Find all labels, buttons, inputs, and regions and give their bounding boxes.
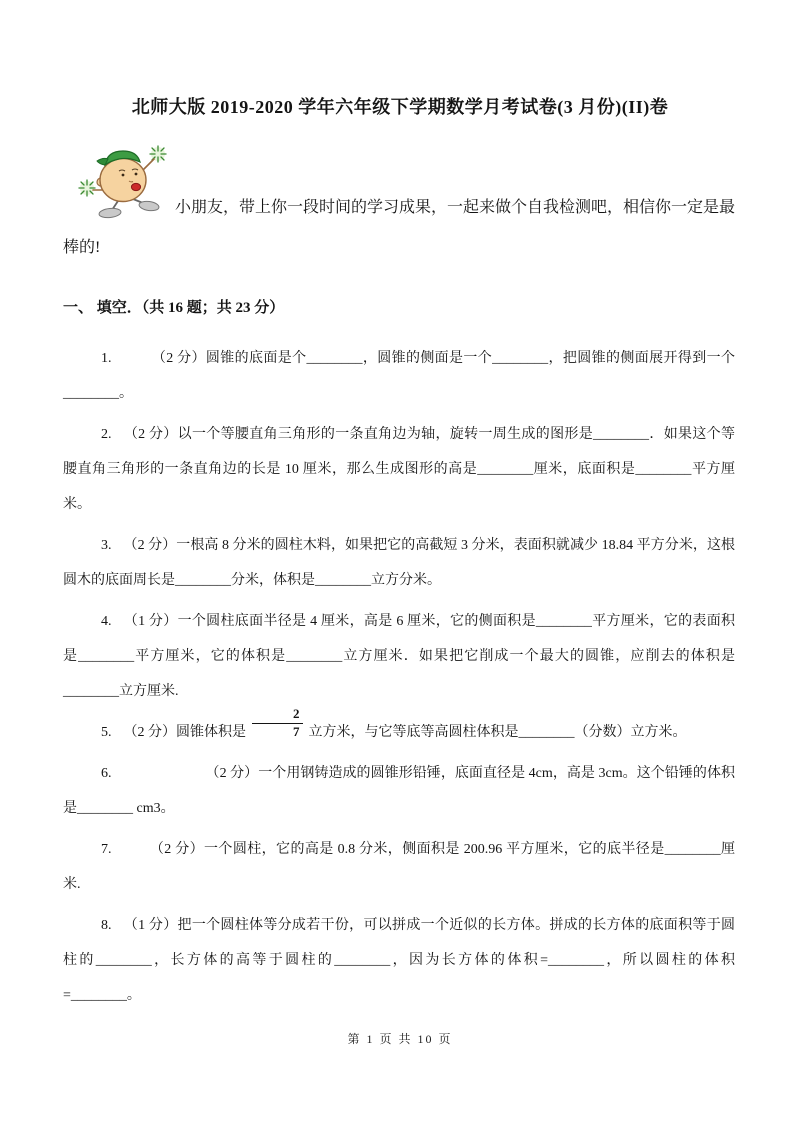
mascot-head xyxy=(100,159,146,202)
question-6 xyxy=(63,756,735,826)
page-footer: 第 1 页 共 10 页 xyxy=(347,1032,453,1046)
question-5 xyxy=(63,706,735,750)
question-score: （2 分） xyxy=(123,725,176,740)
question-number: 7. xyxy=(101,842,112,857)
fraction-two-sevenths xyxy=(252,707,303,740)
question-number: 2. xyxy=(101,427,112,442)
question-4 xyxy=(63,604,735,709)
question-score: （1 分） xyxy=(123,918,178,933)
question-text: 一根高 8 分米的圆柱木料，如果把它的高截短 3 分米，表面积就减少 18.84 平方分米，这根圆木的底面周长是________分米，体积是________立方分米。 xyxy=(63,538,736,588)
question-text: 一个用钢铸造成的圆锥形铅锤，底面直径是 4cm，高是 3cm。这个铅锤的体积是________ cm3。 xyxy=(63,766,735,816)
question-gap xyxy=(112,852,150,853)
question-number: 5. xyxy=(101,725,112,740)
question-7 xyxy=(63,832,735,902)
question-gap xyxy=(112,776,206,777)
question-score: （2 分） xyxy=(205,766,259,781)
question-number: 8. xyxy=(101,918,112,933)
question-text: 一个圆柱底面半径是 4 厘米，高是 6 厘米，它的侧面积是________平方厘米，它的表面积是________平方厘米，它的体积是________立方厘米．如果把它削成一个最大的圆锥，应削去的体积是________立方厘米. xyxy=(63,614,736,699)
question-8 xyxy=(63,908,735,1013)
question-1 xyxy=(63,341,735,411)
questions-section xyxy=(0,341,800,1013)
section-heading-fill-in-blanks: 一、 填空．（共 16 题；共 23 分） xyxy=(63,300,285,316)
question-gap xyxy=(112,624,124,625)
fraction-numerator: 2 xyxy=(252,707,303,724)
pompom-left-icon xyxy=(79,180,95,196)
question-text: 一个圆柱，它的高是 0.8 分米，侧面积是 200.96 平方厘米，它的底半径是________厘米. xyxy=(63,842,736,892)
mascot-boy-illustration xyxy=(77,140,175,220)
question-2 xyxy=(63,417,735,522)
question-gap xyxy=(112,735,124,736)
question-score: （2 分） xyxy=(149,842,205,857)
question-text: 圆锥的底面是个________，圆锥的侧面是一个________，把圆锥的侧面展开得到一个________。 xyxy=(63,351,736,401)
question-text: 把一个圆柱体等分成若干份，可以拼成一个近似的长方体。拼成的长方体的底面积等于圆柱的________，长方体的高等于圆柱的________，因为长方体的体积=________，所以圆柱的体积=________。 xyxy=(63,918,736,1003)
question-gap xyxy=(112,548,124,549)
question-gap xyxy=(112,361,152,362)
question-score: （1 分） xyxy=(123,614,178,629)
question-gap xyxy=(112,928,124,929)
intro-text: 小朋友，带上你一段时间的学习成果，一起来做个自我检测吧，相信你一定是最棒的! xyxy=(63,199,736,256)
question-number: 6. xyxy=(101,766,112,781)
question-text-before-fraction: 圆锥体积是 xyxy=(176,725,246,740)
question-score: （2 分） xyxy=(123,538,177,553)
question-score: （2 分） xyxy=(123,427,178,442)
question-text-after-fraction: 立方米，与它等底等高圆柱体积是________（分数）立方米。 xyxy=(308,725,687,740)
question-number: 3. xyxy=(101,538,112,553)
question-gap xyxy=(112,437,124,438)
fraction-denominator: 7 xyxy=(293,724,300,740)
question-text: 以一个等腰直角三角形的一条直角边为轴，旋转一周生成的图形是________．如果这个等腰直角三角形的一条直角边的长是 10 厘米，那么生成图形的高是________厘米，底面积是________平方厘米。 xyxy=(63,427,735,512)
intro-block xyxy=(63,140,735,268)
mascot-shoe-right xyxy=(138,200,159,212)
question-3 xyxy=(63,528,735,598)
question-score: （2 分） xyxy=(151,351,206,366)
question-number: 1. xyxy=(101,351,112,366)
question-number: 4. xyxy=(101,614,112,629)
mascot-shoe-left xyxy=(99,207,122,218)
document-title: 北师大版 2019-2020 学年六年级下学期数学月考试卷(3 月份)(II)卷 xyxy=(131,97,669,117)
